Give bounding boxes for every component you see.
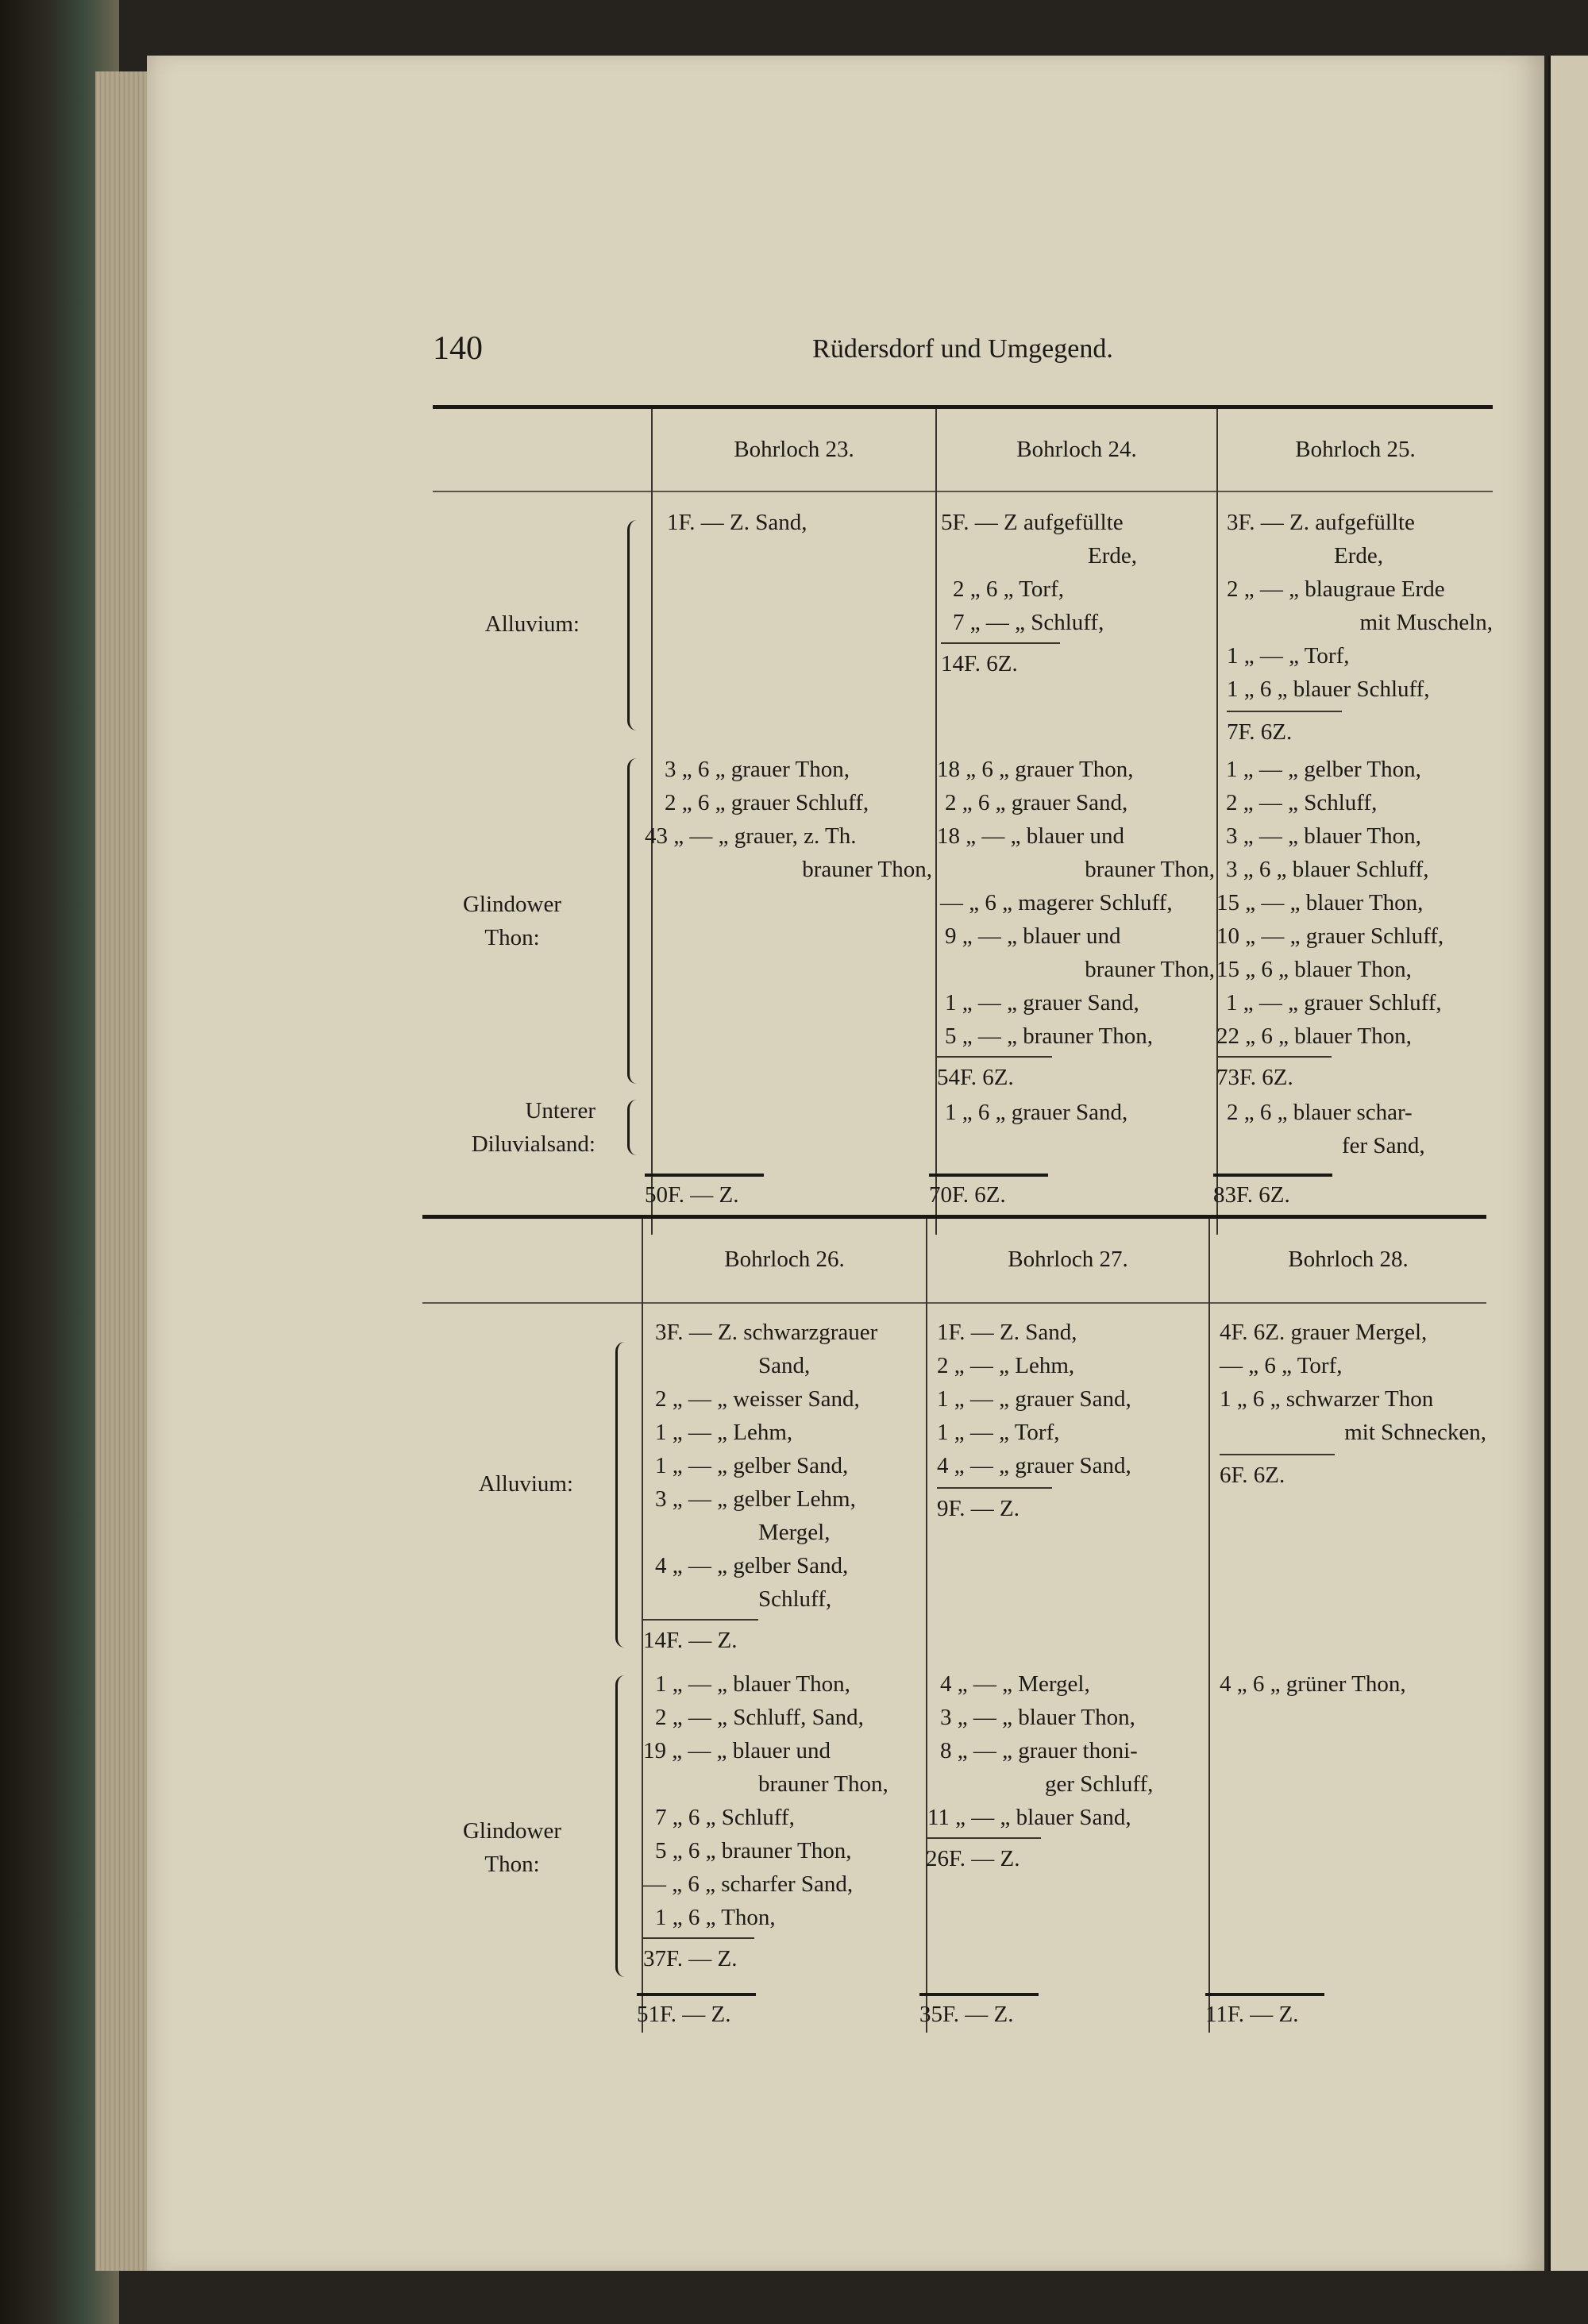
column-header: Bohrloch 24.: [1016, 437, 1137, 462]
layer-entries: 4 „ 6 „ grüner Thon,: [1220, 1671, 1406, 1697]
layer-entries: 3F. — Z. schwarzgrauer Sand, 2 „ — „ weisser Sand, 1 „ — „ Lehm, 1 „ — „ gelber Sand, 3 „ — „ gelber Lehm, Mergel, 4 „ — „ gelber Sand, Schluff, 14F. — Z.: [643, 1316, 925, 1657]
brace: [615, 1342, 634, 1648]
table-top-rule: [422, 1215, 1486, 1219]
layer-entries: 1F. — Z. Sand, 2 „ — „ Lehm, 1 „ — „ grauer Sand, 1 „ — „ Torf, 4 „ — „ grauer Sand, 9F. — Z.: [937, 1316, 1207, 1525]
total: 50F. — Z.: [645, 1174, 764, 1212]
table-top-rule: [433, 405, 1493, 409]
brace: [627, 1100, 641, 1155]
layer-entries: 1 „ — „ gelber Thon, 2 „ — „ Schluff, 3 „ — „ blauer Thon, 3 „ 6 „ blauer Schluff, 15 „ — „ blauer Thon, 10 „ — „ grauer Schluff, 15 „ 6 „ blauer Thon, 1 „ — „ grauer Schluff, 22 „ 6 „ blauer Thon, 73F. 6Z.: [1216, 753, 1493, 1094]
column-header: Bohrloch 27.: [1008, 1247, 1128, 1272]
header-rule: [422, 1302, 1486, 1304]
total: 35F. — Z.: [919, 1993, 1039, 2031]
header-rule: [433, 491, 1493, 492]
column-header: Bohrloch 26.: [724, 1247, 845, 1272]
layer-entries: 4 „ — „ Mergel, 3 „ — „ blauer Thon, 8 „ — „ grauer thoni- ger Schluff, 11 „ — „ blauer Sand, 26F. — Z.: [926, 1667, 1208, 1875]
column-header: Bohrloch 23.: [734, 437, 854, 462]
layer-entries: 4F. 6Z. grauer Mergel, — „ 6 „ Torf, 1 „ 6 „ schwarzer Thon mit Schnecken, 6F. 6Z.: [1220, 1316, 1486, 1492]
column-header: Bohrloch 25.: [1295, 437, 1416, 462]
layer-label: Alluvium:: [484, 611, 580, 637]
page-stack-edge: [95, 71, 151, 2271]
running-title: Rüdersdorf und Umgegend.: [812, 334, 1113, 364]
total: 83F. 6Z.: [1213, 1174, 1332, 1212]
layer-entries: 5F. — Z aufgefüllte Erde, 2 „ 6 „ Torf, 7 „ — „ Schluff, 14F. 6Z.: [941, 506, 1215, 680]
layer-entries: 3 „ 6 „ grauer Thon, 2 „ 6 „ grauer Schluff, 43 „ — „ grauer, z. Th. brauner Thon,: [645, 757, 932, 882]
total: 11F. — Z.: [1205, 1993, 1324, 2031]
layer-entries: 1F. — Z. Sand,: [667, 510, 807, 535]
brace: [627, 758, 646, 1084]
brace: [627, 520, 646, 730]
layer-entries: 1 „ 6 „ grauer Sand,: [945, 1100, 1128, 1125]
layer-label: Alluvium:: [478, 1471, 573, 1497]
layer-entries: 2 „ 6 „ blauer schar- fer Sand,: [1227, 1100, 1425, 1158]
column-header: Bohrloch 28.: [1288, 1247, 1409, 1272]
brace: [615, 1675, 634, 1977]
layer-label: Glindower Thon:: [462, 892, 562, 950]
layer-label: Glindower Thon:: [462, 1818, 562, 1877]
layer-entries: 18 „ 6 „ grauer Thon, 2 „ 6 „ grauer Sand, 18 „ — „ blauer und brauner Thon, — „ 6 „ magerer Schluff, 9 „ — „ blauer und brauner Thon, 1 „ — „ grauer Sand, 5 „ — „ brauner Thon, 54F. 6Z.: [937, 753, 1215, 1094]
page-number: 140: [433, 330, 483, 367]
total: 70F. 6Z.: [929, 1174, 1048, 1212]
layer-entries: 3F. — Z. aufgefüllte Erde, 2 „ — „ blaugraue Erde mit Muscheln, 1 „ — „ Torf, 1 „ 6 „ blauer Schluff, 7F. 6Z.: [1227, 506, 1493, 749]
facing-page-edge: [1548, 56, 1588, 2271]
layer-label: Unterer Diluvialsand:: [471, 1098, 596, 1157]
layer-entries: 1 „ — „ blauer Thon, 2 „ — „ Schluff, Sand, 19 „ — „ blauer und brauner Thon, 7 „ 6 „ Schluff, 5 „ 6 „ brauner Thon, — „ 6 „ scharfer Sand, 1 „ 6 „ Thon, 37F. — Z.: [643, 1667, 925, 1975]
total: 51F. — Z.: [637, 1993, 756, 2031]
page-header: [433, 330, 1493, 377]
